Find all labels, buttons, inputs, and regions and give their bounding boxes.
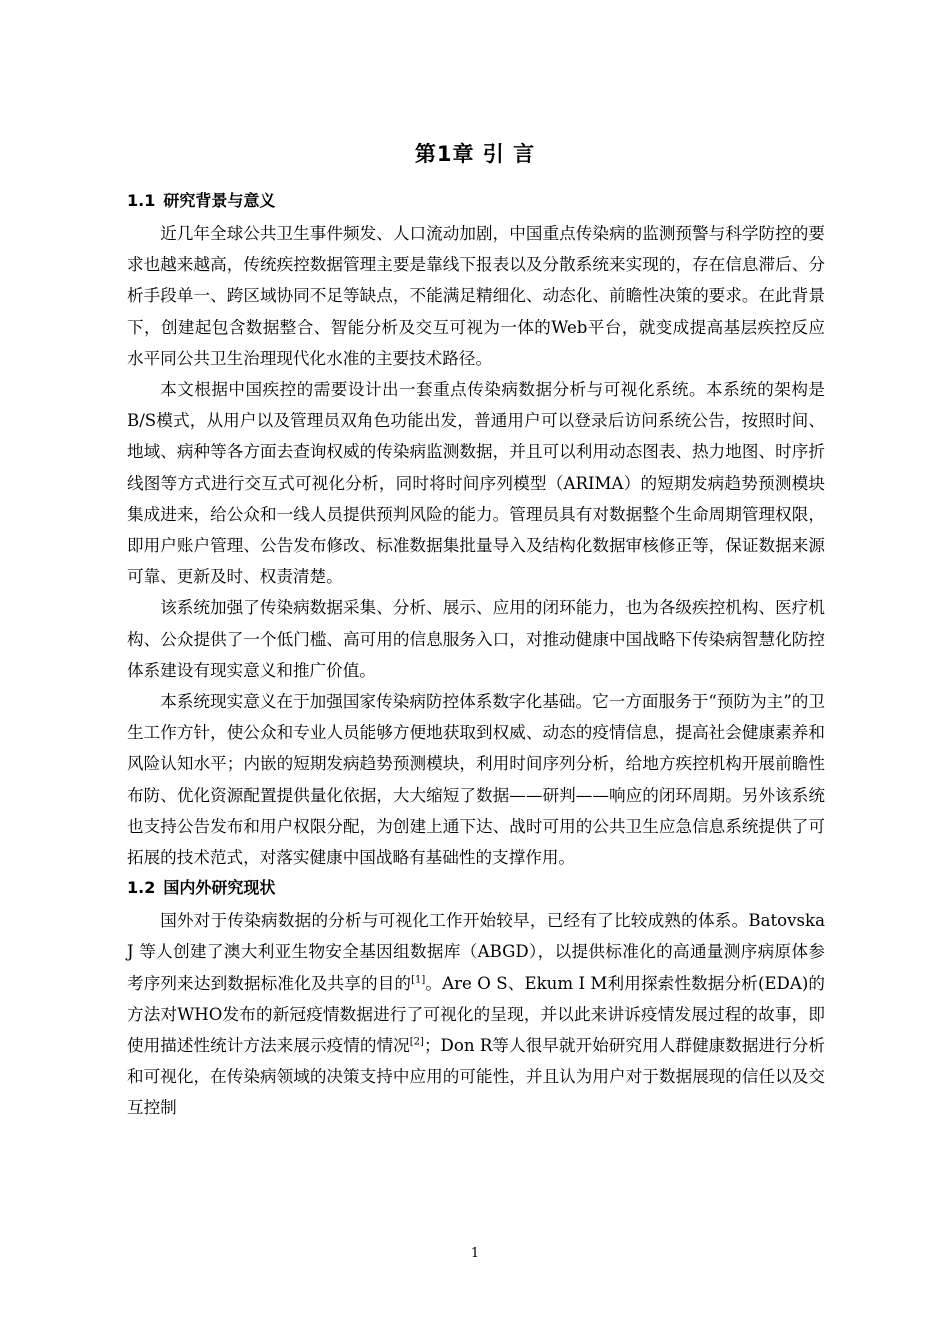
paragraph: 本文根据中国疾控的需要设计出一套重点传染病数据分析与可视化系统。本系统的架构是B/S模式，从用户以及管理员双角色功能出发，普通用户可以登录后访问系统公告，按照时间、地域、病种等各方面去查询权威的传染病监测数据，并且可以利用动态图表、热力地图、时序折线图等方式进行交互式可视化分析，同时将时间序列模型（ARIMA）的短期发病趋势预测模块集成进来，给公众和一线人员提供预判风险的能力。管理员具有对数据整个生命周期管理权限，即用户账户管理、公告发布修改、标准数据集批量导入及结构化数据审核修正等，保证数据来源可靠、更新及时、权责清楚。 — [127, 380, 825, 587]
citation-ref: [1] — [411, 974, 426, 986]
section-number: 1.2 — [127, 878, 156, 898]
section-title: 研究背景与意义 — [163, 191, 276, 210]
paragraph — [127, 905, 825, 1123]
paragraph-text: 。Are O S、Ekum I M利用探索性数据分析(EDA)的方法对WHO发布的新冠疫情数据进行了可视化的呈现，并以此来讲诉疫情发展过程的故事，即使用描述性统计方法来展示疫情的情况 — [127, 973, 826, 1056]
page-content — [127, 186, 825, 1124]
paragraph: 本系统现实意义在于加强国家传染病防控体系数字化基础。它一方面服务于“预防为主”的卫生工作方针，使公众和专业人员能够方便地获取到权威、动态的疫情信息，提高社会健康素养和风险认知水平；内嵌的短期发病趋势预测模块，利用时间序列分析，给地方疾控机构开展前瞻性布防、优化资源配置提供量化依据，大大缩短了数据——研判——响应的闭环周期。另外该系统也支持公告发布和用户权限分配，为创建上通下达、战时可用的公共卫生应急信息系统提供了可拓展的技术范式，对落实健康中国战略有基础性的支撑作用。 — [127, 692, 825, 868]
paragraph: 该系统加强了传染病数据采集、分析、展示、应用的闭环能力，也为各级疾控机构、医疗机构、公众提供了一个低门槛、高可用的信息服务入口，对推动健康中国战略下传染病智慧化防控体系建设有现实意义和推广价值。 — [127, 598, 825, 680]
paragraph-text: 国外对于传染病数据的分析与可视化工作开始较早，已经有了比较成熟的体系。Batovska J 等人创建了澳大利亚生物安全基因组数据库（ABGD），以提供标准化的高通量测序病原体参考序列来达到数据标准化及共享的目的 — [127, 911, 825, 993]
page-number: 1 — [470, 1246, 480, 1261]
section-number: 1.1 — [127, 191, 156, 210]
citation-ref: [2] — [409, 1036, 424, 1048]
section-heading-1-2 — [127, 873, 825, 903]
section-heading-1-1 — [127, 186, 825, 216]
paragraph: 近几年全球公共卫生事件频发、人口流动加剧，中国重点传染病的监测预警与科学防控的要求也越来越高，传统疾控数据管理主要是靠线下报表以及分散系统来实现的，存在信息滞后、分析手段单一、跨区域协同不足等缺点，不能满足精细化、动态化、前瞻性决策的要求。在此背景下，创建起包含数据整合、智能分析及交互可视为一体的Web平台，就变成提高基层疾控反应水平同公共卫生治理现代化水准的主要技术路径。 — [127, 224, 825, 368]
section-title: 国内外研究现状 — [163, 878, 276, 898]
chapter-title: 第1章 引 言 — [414, 142, 536, 166]
paragraph-text: ；Don R等人很早就开始研究用人群健康数据进行分析和可视化，在传染病领域的决策支持中应用的可能性，并且认为用户对于数据展现的信任以及交互控制 — [127, 1036, 826, 1118]
